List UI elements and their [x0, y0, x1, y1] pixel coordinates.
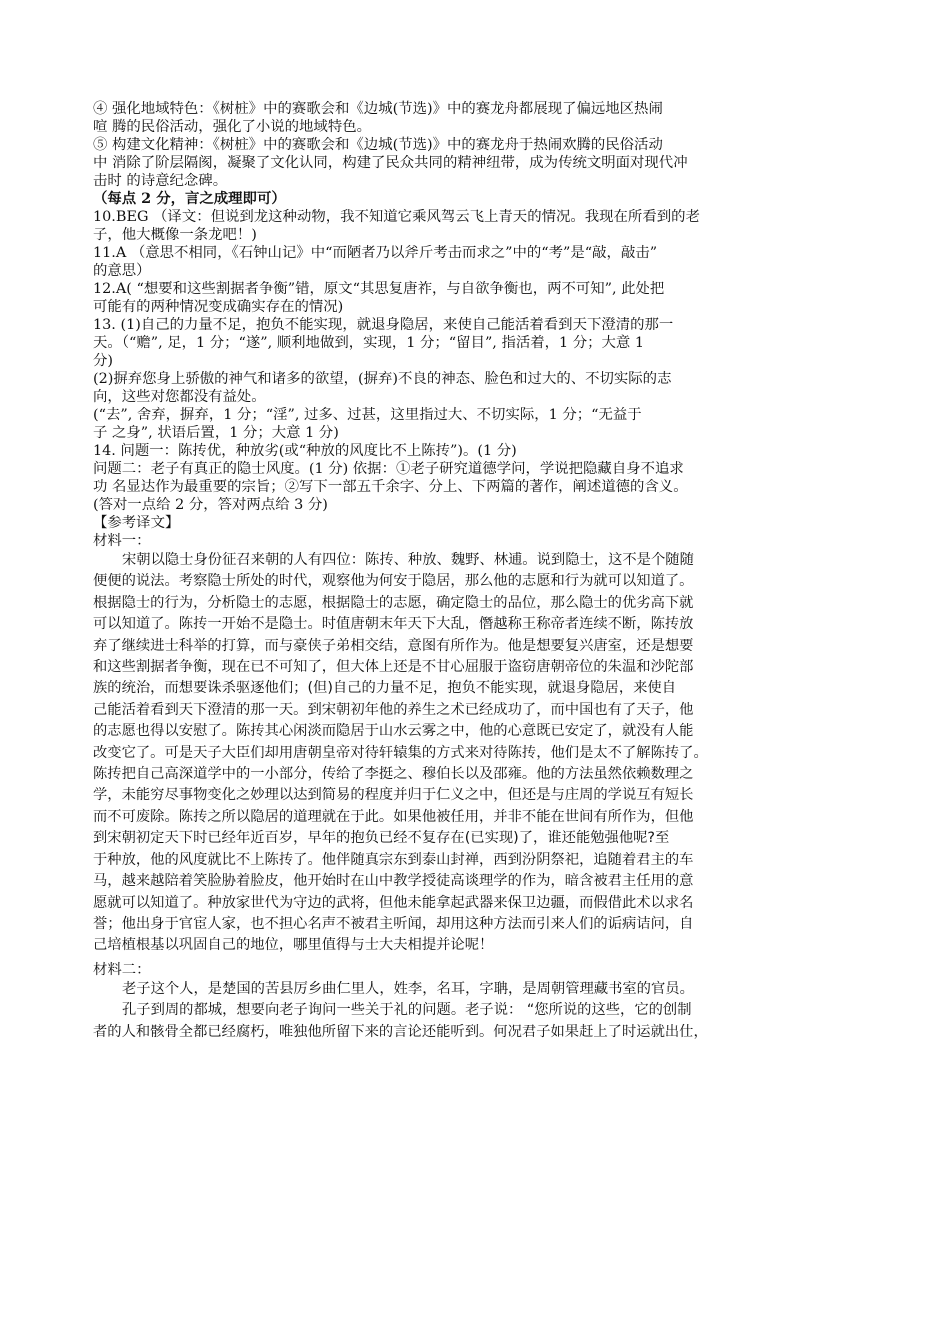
- text-line: 改变它了。可是天子大臣们却用唐朝皇帝对待轩辕集的方式来对待陈抟，他们是太不了解陈抟了。: [93, 744, 708, 761]
- text-line: ④ 强化地域特色：《树桩》中的赛歌会和《边城(节选)》中的赛龙舟都展现了偏远地区热闹: [93, 101, 663, 117]
- answer-q12: [93, 280, 861, 316]
- text-line: 分): [93, 353, 114, 369]
- text-line: 中 消除了阶层隔阂，凝聚了文化认同，构建了民众共同的精神纽带，成为传统文明面对现代冲: [93, 155, 688, 171]
- text-line: 喧 腾的民俗活动，强化了小说的地域特色。: [93, 119, 371, 135]
- text-line: 而不可废除。陈抟之所以隐居的道理就在于此。如果他被任用，并非不能在世间有所作为，但他: [93, 808, 694, 825]
- text-line: 学，未能穷尽事物变化之妙理以达到简易的程度并归于仁义之中，但还是与庄周的学说互有短长: [93, 787, 694, 804]
- text-line: 10.BEG （译文：但说到龙这种动物，我不知道它乘风驾云飞上青天的情况。我现在所看到的老: [93, 209, 700, 225]
- text-line: 誉；他出身于官宦人家，也不担心名声不被君主听闻，却用这种方法而引来人们的诟病诘问，自: [93, 915, 694, 932]
- text-line: 可能有的两种情况变成确实存在的情况): [93, 299, 344, 315]
- material-2-title: 材料二：: [93, 961, 151, 978]
- material-1-title: 材料一：: [93, 533, 151, 549]
- text-line: 子 之身”, 状语后置，1 分；大意 1 分): [93, 425, 339, 441]
- answer-q13-1: [93, 316, 861, 370]
- text-line: 于种放，他的风度就比不上陈抟了。他伴随真宗东到泰山封禅，西到汾阴祭祀，追随着君主的车: [93, 851, 694, 868]
- text-line: 愿就可以知道了。种放家世代为守边的武将，但他未能拿起武器来保卫边疆，而假借此术以求名: [93, 894, 694, 911]
- answer-q14: [93, 442, 861, 514]
- text-line: 到宋朝初定天下时已经年近百岁，早年的抱负已经不复存在(已实现)了，谁还能勉强他呢?至: [93, 830, 670, 847]
- text-line: 11.A （意思不相同，《石钟山记》中“而陋者乃以斧斤考击而求之”中的“考”是“敲，敲击”: [93, 245, 658, 261]
- text-line: 12.A( “想要和这些割据者争衡”错，原文“其思复唐祚，与自欲争衡也，两不可知”, 此处把: [93, 281, 665, 297]
- text-line: 的志愿也得以安慰了。陈抟其心闲淡而隐居于山水云雾之中，他的心意既已安定了，就没有人能: [93, 723, 694, 740]
- score-note: （每点 2 分，言之成理即可）: [93, 190, 286, 207]
- text-line: (答对一点给 2 分，答对两点给 3 分): [93, 497, 328, 513]
- text-line: 宋朝以隐士身份征召来朝的人有四位：陈抟、种放、魏野、林逋。说到隐士，这不是个随随: [122, 552, 694, 568]
- text-line: 便便的说法。考察隐士所处的时代，观察他为何安于隐居，那么他的志愿和行为就可以知道了。: [93, 573, 694, 590]
- text-line: 族的统治，而想要诛杀驱逐他们；(但)自己的力量不足，抱负不能实现，就退身隐居，来使自: [93, 680, 677, 697]
- answer-q10: [93, 208, 861, 244]
- text-line: 者的人和骸骨全都已经腐朽，唯独他所留下来的言论还能听到。何况君子如果赶上了时运就出仕，: [93, 1023, 708, 1040]
- answer-item-4: [93, 100, 861, 136]
- answer-item-5: [93, 136, 861, 190]
- text-line: 孔子到周的都城，想要向老子询问一些关于礼的问题。老子说： “您所说的这些，它的创制: [122, 1002, 692, 1019]
- material-2-body: [93, 979, 861, 1043]
- text-line: 天。（“赡”, 足，1 分；“遂”, 顺利地做到，实现，1 分；“留目”, 指活着，1 分；大意 1: [93, 335, 645, 351]
- answer-q11: [93, 244, 861, 280]
- reference-translation-heading: 【参考译文】: [93, 515, 180, 531]
- text-line: 弃了继续进士科举的打算，而与豪侠子弟相交结，意图有所作为。他是想要复兴唐室，还是想要: [93, 637, 694, 654]
- text-line: 陈抟把自己高深道学中的一小部分，传给了李挺之、穆伯长以及邵雍。他的方法虽然依赖数理之: [93, 766, 694, 783]
- text-line: 己能活着看到天下澄清的那一天。到宋朝初年他的养生之术已经成功了，而中国也有了天子，他: [93, 701, 694, 718]
- text-line: 老子这个人，是楚国的苦县厉乡曲仁里人，姓李，名耳，字聃，是周朝管理藏书室的官员。: [122, 980, 694, 997]
- text-line: 13. (1)自己的力量不足，抱负不能实现，就退身隐居，来使自己能活着看到天下澄清的那一: [93, 317, 674, 333]
- text-line: (2)摒弃您身上骄傲的神气和诸多的欲望，(摒弃)不良的神态、脸色和过大的、不切实际的志: [93, 371, 672, 387]
- text-line: 马，越来越陪着笑脸胁着脸皮，他开始时在山中教学授徒高谈理学的作为，暗含被君主任用的意: [93, 873, 694, 890]
- text-line: 子，他大概像一条龙吧！): [93, 227, 257, 243]
- text-line: 14. 问题一：陈抟优，种放劣(或“种放的风度比不上陈抟”)。(1 分): [93, 443, 517, 459]
- text-line: 问题二：老子有真正的隐士风度。(1 分) 依据：①老子研究道德学问，学说把隐藏自身不追求: [93, 461, 684, 477]
- material-1-body: [93, 550, 861, 957]
- text-line: (“去”, 舍弃，摒弃，1 分；“淫”, 过多、过甚，这里指过大、不切实际，1 分；“无益于: [93, 407, 642, 423]
- text-line: 功 名显达作为最重要的宗旨；②写下一部五千余字、分上、下两篇的著作，阐述道德的含义。: [93, 479, 688, 495]
- text-line: 可以知道了。陈抟一开始不是隐士。时值唐朝末年天下大乱，僭越称王称帝者连续不断，陈抟放: [93, 616, 694, 633]
- text-line: 根据隐士的行为，分析隐士的志愿，根据隐士的志愿，确定隐士的品位，那么隐士的优劣高下就: [93, 594, 694, 611]
- text-line: 击时 的诗意纪念碑。: [93, 173, 228, 189]
- text-line: 和这些割据者争衡，现在已不可知了，但大体上还是不甘心屈服于盗窃唐朝帝位的朱温和沙陀部: [93, 659, 694, 676]
- text-line: 向，这些对您都没有益处。: [93, 389, 266, 405]
- text-line: ⑤ 构建文化精神：《树桩》中的赛歌会和《边城(节选)》中的赛龙舟于热闹欢腾的民俗活动: [93, 137, 663, 153]
- document-page: [93, 100, 861, 1043]
- text-line: 的意思）: [93, 263, 151, 279]
- answer-q13-2: [93, 370, 861, 442]
- text-line: 己培植根基以巩固自己的地位，哪里值得与士大夫相提并论呢！: [93, 937, 494, 954]
